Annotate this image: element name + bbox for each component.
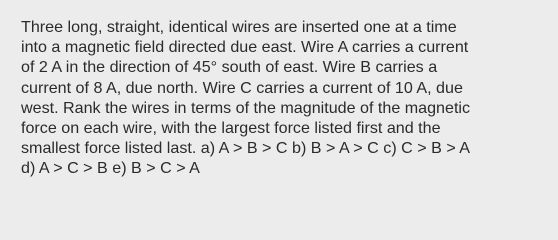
question-text: Three long, straight, identical wires are inserted one at a time into a magnetic field directed due east. Wire A carries a current of 2 A in the direction of 45° south of east. Wire B carries a current of 8 A, due north. Wire C carries a current of 10 A, due west. Rank the wires in terms of the magnitude of the magnetic force on each wire, with the largest force listed first and the smallest force listed last. a) A > B > C b) B > A > C c) C > B > A d) A > C > B e) B > C > A (21, 18, 471, 178)
